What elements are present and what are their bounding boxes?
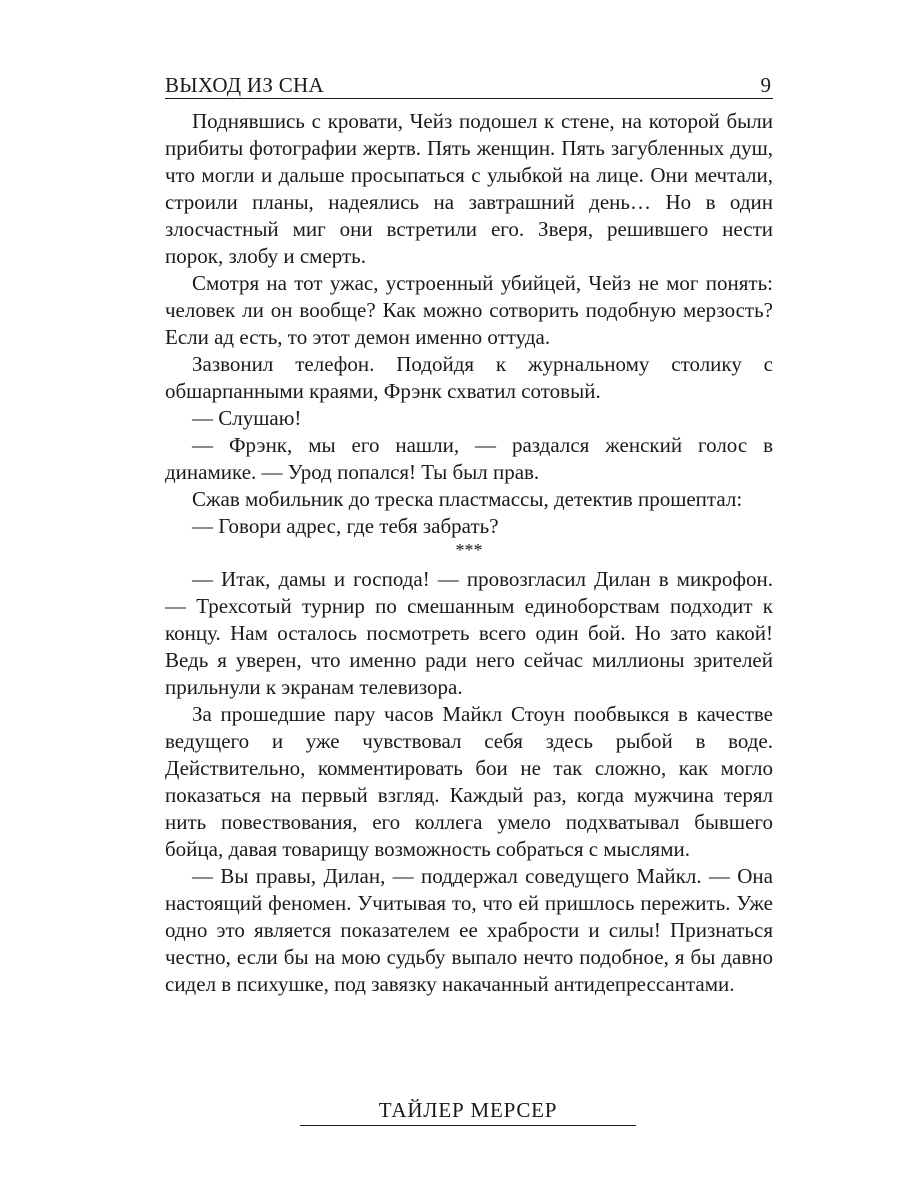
book-title: ВЫХОД ИЗ СНА xyxy=(165,73,324,97)
body-text xyxy=(165,108,773,998)
paragraph: — Фрэнк, мы его нашли, — раздался женский голос в динамике. — Урод попался! Ты был прав. xyxy=(165,433,773,484)
paragraph: Сжав мобильник до треска пластмассы, детектив прошептал: xyxy=(192,487,743,511)
running-footer xyxy=(300,1097,636,1126)
paragraph: Поднявшись с кровати, Чейз подошел к стене, на которой были прибиты фотографии жертв. Пять женщин. Пять загубленных душ, что могли и дальше просыпаться с улыбкой на лице. Они мечтали, строили планы, надеялись на завтрашний день… Но в один злосчастный миг они встретили его. Зверя, решившего нести порок, злобу и смерть. xyxy=(165,109,773,268)
page-number: 9 xyxy=(760,73,771,97)
paragraph: За прошедшие пару часов Майкл Стоун пообвыкся в качестве ведущего и уже чувствовал себя здесь рыбой в воде. Действительно, комментировать бои не так сложно, как могло показаться на первый взгляд. Каждый раз, когда мужчина терял нить повествования, его коллега умело подхватывал бывшего бойца, давая товарищу возможность собраться с мыслями. xyxy=(165,702,773,861)
paragraph: Смотря на тот ужас, устроенный убийцей, Чейз не мог понять: человек ли он вообще? Как можно сотворить подобную мерзость? Если ад есть, то этот демон именно оттуда. xyxy=(165,271,773,349)
paragraph: — Слушаю! xyxy=(192,406,302,430)
section-separator: *** xyxy=(455,540,483,560)
running-header xyxy=(165,70,773,99)
paragraph: — Говори адрес, где тебя забрать? xyxy=(192,514,499,538)
paragraph: — Итак, дамы и господа! — провозгласил Дилан в микрофон. — Трехсотый турнир по смешанным единоборствам подходит к концу. Нам осталось посмотреть всего один бой. Но зато какой! Ведь я уверен, что именно ради него сейчас миллионы зрителей прильнули к экранам телевизора. xyxy=(165,567,773,699)
paragraph: — Вы правы, Дилан, — поддержал соведущего Майкл. — Она настоящий феномен. Учитывая то, что ей пришлось пережить. Уже одно это является показателем ее храбрости и силы! Признаться честно, если бы на мою судьбу выпало нечто подобное, я бы давно сидел в психушке, под завязку накачанный антидепрессантами. xyxy=(165,864,773,996)
paragraph: Зазвонил телефон. Подойдя к журнальному столику с обшарпанными краями, Фрэнк схватил сотовый. xyxy=(165,352,773,403)
author-name: ТАЙЛЕР МЕРСЕР xyxy=(378,1098,558,1122)
